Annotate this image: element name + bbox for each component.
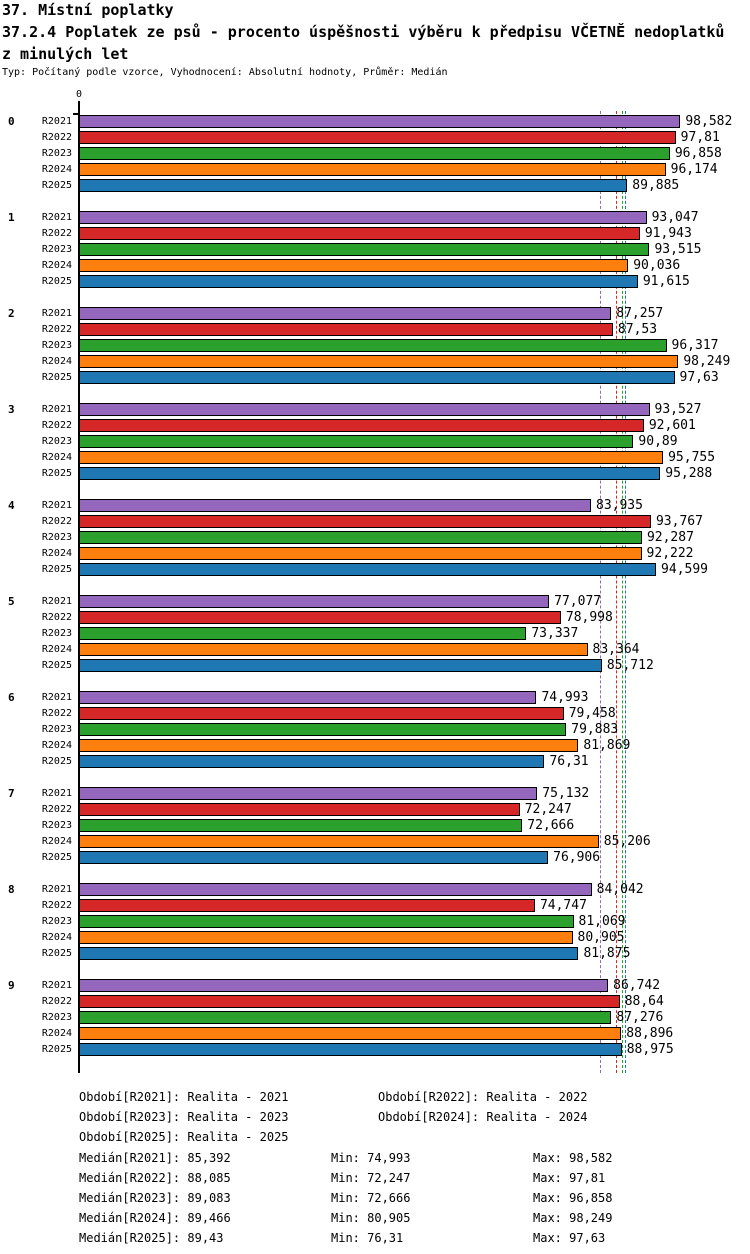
bar	[79, 707, 564, 720]
bar-row	[0, 243, 750, 259]
legend-min: Min: 72,247	[331, 1171, 411, 1185]
series-label: R2023	[41, 628, 72, 639]
bar-row	[0, 595, 750, 611]
bar-row	[0, 883, 750, 899]
bar	[79, 915, 574, 928]
bar-value-label: 89,885	[632, 178, 680, 193]
bar-row	[0, 931, 750, 947]
bar-value-label: 90,036	[633, 258, 681, 273]
bar-group-3	[0, 403, 750, 483]
bar-row	[0, 227, 750, 243]
series-label: R2021	[41, 116, 72, 127]
bar-row	[0, 995, 750, 1011]
bar	[79, 243, 649, 256]
bar-value-label: 72,666	[527, 818, 575, 833]
bar-value-label: 75,132	[542, 786, 590, 801]
bar-group-1	[0, 211, 750, 291]
series-label: R2023	[41, 724, 72, 735]
bar-group-2	[0, 307, 750, 387]
series-label: R2025	[41, 468, 72, 479]
series-label: R2025	[41, 276, 72, 287]
series-label: R2025	[41, 564, 72, 575]
bar-row	[0, 851, 750, 867]
bar	[79, 307, 611, 320]
bar	[79, 1027, 621, 1040]
series-label: R2025	[41, 660, 72, 671]
series-label: R2021	[41, 596, 72, 607]
bar-row	[0, 339, 750, 355]
bar-row	[0, 531, 750, 547]
bar-value-label: 79,883	[571, 722, 619, 737]
bar-value-label: 74,993	[541, 690, 589, 705]
bar-row	[0, 899, 750, 915]
legend-max: Max: 98,249	[533, 1211, 613, 1225]
series-label: R2024	[41, 164, 72, 175]
chart-groups	[0, 115, 750, 1075]
bar-row	[0, 499, 750, 515]
series-label: R2023	[41, 916, 72, 927]
bar-value-label: 86,742	[613, 978, 661, 993]
bar-value-label: 91,615	[642, 274, 690, 289]
bar-row	[0, 275, 750, 291]
bar-value-label: 88,975	[626, 1042, 674, 1057]
legend-median: Medián[R2022]: 88,085	[79, 1171, 231, 1185]
bar-group-6	[0, 691, 750, 771]
bar	[79, 691, 536, 704]
bar-group-9	[0, 979, 750, 1059]
series-label: R2022	[41, 804, 72, 815]
series-label: R2024	[41, 836, 72, 847]
x-axis-zero-label: 0	[75, 89, 83, 100]
series-label: R2024	[41, 260, 72, 271]
bar-value-label: 97,81	[680, 130, 720, 145]
series-label: R2022	[41, 612, 72, 623]
bar	[79, 275, 638, 288]
bar-row	[0, 147, 750, 163]
bar-row	[0, 403, 750, 419]
bar-value-label: 76,31	[549, 754, 589, 769]
bar	[79, 499, 591, 512]
bar-value-label: 91,943	[644, 226, 692, 241]
series-label: R2021	[41, 788, 72, 799]
bar-group-4	[0, 499, 750, 579]
group-label: 4	[8, 499, 15, 512]
bar	[79, 163, 666, 176]
legend-period-item: Období[R2025]: Realita - 2025	[79, 1130, 289, 1144]
group-label: 7	[8, 787, 15, 800]
bar	[79, 947, 578, 960]
group-label: 0	[8, 115, 15, 128]
bar-value-label: 93,515	[654, 242, 702, 257]
bar	[79, 835, 599, 848]
bar-value-label: 98,249	[683, 354, 731, 369]
bar	[79, 403, 650, 416]
bar-row	[0, 691, 750, 707]
bar-group-5	[0, 595, 750, 675]
series-label: R2022	[41, 228, 72, 239]
bar	[79, 883, 592, 896]
bar	[79, 611, 561, 624]
bar	[79, 1011, 611, 1024]
bar-value-label: 79,458	[568, 706, 616, 721]
bar-value-label: 73,337	[531, 626, 579, 641]
bar-row	[0, 819, 750, 835]
bar	[79, 323, 613, 336]
bar-row	[0, 451, 750, 467]
bar	[79, 979, 608, 992]
bar-value-label: 97,63	[679, 370, 719, 385]
report-title-line3: z minulých let	[2, 45, 129, 63]
bar	[79, 147, 670, 160]
bar-row	[0, 563, 750, 579]
series-label: R2021	[41, 404, 72, 415]
bar-group-7	[0, 787, 750, 867]
series-label: R2022	[41, 324, 72, 335]
series-label: R2021	[41, 212, 72, 223]
legend-median: Medián[R2025]: 89,43	[79, 1231, 224, 1245]
bar-row	[0, 355, 750, 371]
group-label: 2	[8, 307, 15, 320]
bar-value-label: 92,222	[646, 546, 694, 561]
bar-row	[0, 307, 750, 323]
bar-value-label: 88,896	[626, 1026, 674, 1041]
bar	[79, 259, 628, 272]
legend-max: Max: 97,63	[533, 1231, 606, 1245]
series-label: R2025	[41, 852, 72, 863]
series-label: R2024	[41, 644, 72, 655]
bar-row	[0, 259, 750, 275]
bar	[79, 739, 578, 752]
bar-value-label: 78,998	[565, 610, 613, 625]
series-label: R2024	[41, 740, 72, 751]
bar-row	[0, 1027, 750, 1043]
bar-row	[0, 163, 750, 179]
bar	[79, 851, 548, 864]
bar	[79, 803, 520, 816]
bar-value-label: 83,364	[592, 642, 640, 657]
bar-group-0	[0, 115, 750, 195]
bar-row	[0, 739, 750, 755]
series-label: R2022	[41, 420, 72, 431]
legend-period-item: Období[R2022]: Realita - 2022	[378, 1090, 588, 1104]
legend-min: Min: 80,905	[331, 1211, 411, 1225]
bar	[79, 755, 544, 768]
legend-max: Max: 96,858	[533, 1191, 613, 1205]
bar-value-label: 87,276	[616, 1010, 664, 1025]
bar-value-label: 92,287	[646, 530, 694, 545]
bar-value-label: 96,174	[670, 162, 718, 177]
bar	[79, 179, 627, 192]
bar	[79, 899, 535, 912]
series-label: R2025	[41, 1044, 72, 1055]
bar	[79, 659, 602, 672]
series-label: R2022	[41, 516, 72, 527]
bar-row	[0, 915, 750, 931]
bar	[79, 339, 667, 352]
bar-value-label: 85,712	[606, 658, 654, 673]
series-label: R2021	[41, 308, 72, 319]
bar-value-label: 81,875	[583, 946, 631, 961]
legend-period-item: Období[R2023]: Realita - 2023	[79, 1110, 289, 1124]
bar-value-label: 92,601	[648, 418, 696, 433]
series-label: R2025	[41, 948, 72, 959]
series-label: R2023	[41, 532, 72, 543]
bar	[79, 531, 642, 544]
series-label: R2022	[41, 132, 72, 143]
legend-median: Medián[R2024]: 89,466	[79, 1211, 231, 1225]
bar	[79, 467, 660, 480]
bar-row	[0, 323, 750, 339]
bar-row	[0, 611, 750, 627]
bar-value-label: 74,747	[539, 898, 587, 913]
legend-min: Min: 72,666	[331, 1191, 411, 1205]
bar-row	[0, 723, 750, 739]
bar-value-label: 76,906	[553, 850, 601, 865]
series-label: R2021	[41, 884, 72, 895]
series-label: R2023	[41, 148, 72, 159]
bar-row	[0, 547, 750, 563]
group-label: 9	[8, 979, 15, 992]
bar-value-label: 95,755	[668, 450, 716, 465]
bar-value-label: 90,89	[638, 434, 678, 449]
bar	[79, 595, 549, 608]
bar-row	[0, 211, 750, 227]
bar-value-label: 87,257	[616, 306, 664, 321]
series-label: R2024	[41, 932, 72, 943]
bar	[79, 115, 680, 128]
bar-row	[0, 787, 750, 803]
report-title-line1: 37. Místní poplatky	[2, 1, 174, 19]
bar	[79, 435, 633, 448]
bar-value-label: 80,905	[577, 930, 625, 945]
bar-row	[0, 115, 750, 131]
bar-value-label: 93,527	[654, 402, 702, 417]
legend-max: Max: 98,582	[533, 1151, 613, 1165]
legend-period-item: Období[R2024]: Realita - 2024	[378, 1110, 588, 1124]
legend-median: Medián[R2021]: 85,392	[79, 1151, 231, 1165]
bar-value-label: 81,869	[583, 738, 631, 753]
legend-period-item: Období[R2021]: Realita - 2021	[79, 1090, 289, 1104]
bar	[79, 547, 642, 560]
series-label: R2021	[41, 500, 72, 511]
bar	[79, 643, 588, 656]
bar-value-label: 77,077	[554, 594, 602, 609]
legend-median: Medián[R2023]: 89,083	[79, 1191, 231, 1205]
bar	[79, 419, 644, 432]
report-title-line2: 37.2.4 Poplatek ze psů - procento úspěšnosti výběru k předpisu VČETNĚ nedoplatků	[2, 23, 725, 41]
group-label: 5	[8, 595, 15, 608]
bar-row	[0, 707, 750, 723]
series-label: R2023	[41, 1012, 72, 1023]
bar-row	[0, 515, 750, 531]
bar	[79, 371, 675, 384]
bar	[79, 563, 656, 576]
bar-row	[0, 467, 750, 483]
bar-value-label: 81,069	[578, 914, 626, 929]
bar-group-8	[0, 883, 750, 963]
bar	[79, 355, 678, 368]
bar-row	[0, 947, 750, 963]
bar-row	[0, 419, 750, 435]
series-label: R2023	[41, 340, 72, 351]
series-label: R2023	[41, 820, 72, 831]
bar	[79, 819, 522, 832]
bar-row	[0, 179, 750, 195]
bar-row	[0, 627, 750, 643]
series-label: R2023	[41, 244, 72, 255]
bar	[79, 627, 526, 640]
series-label: R2022	[41, 900, 72, 911]
bar-value-label: 93,047	[651, 210, 699, 225]
series-label: R2024	[41, 356, 72, 367]
bar-value-label: 87,53	[617, 322, 658, 337]
bar-value-label: 84,042	[596, 882, 644, 897]
bar	[79, 515, 651, 528]
legend-max: Max: 97,81	[533, 1171, 606, 1185]
bar	[79, 1043, 622, 1056]
group-label: 1	[8, 211, 15, 224]
series-label: R2021	[41, 980, 72, 991]
bar-row	[0, 131, 750, 147]
bar-value-label: 72,247	[524, 802, 572, 817]
bar-row	[0, 643, 750, 659]
bar-row	[0, 803, 750, 819]
series-label: R2023	[41, 436, 72, 447]
series-label: R2022	[41, 996, 72, 1007]
bar-value-label: 98,582	[685, 114, 733, 129]
series-label: R2024	[41, 1028, 72, 1039]
series-label: R2025	[41, 372, 72, 383]
bar-row	[0, 435, 750, 451]
bar	[79, 227, 640, 240]
series-label: R2025	[41, 756, 72, 767]
report-subtitle: Typ: Počítaný podle vzorce, Vyhodnocení: Absolutní hodnoty, Průměr: Medián	[2, 67, 448, 78]
bar-row	[0, 371, 750, 387]
series-label: R2021	[41, 692, 72, 703]
bar-value-label: 96,858	[674, 146, 722, 161]
bar-value-label: 95,288	[665, 466, 713, 481]
legend-min: Min: 74,993	[331, 1151, 411, 1165]
bar	[79, 723, 566, 736]
series-label: R2025	[41, 180, 72, 191]
group-label: 3	[8, 403, 15, 416]
bar-value-label: 83,935	[596, 498, 643, 513]
bar	[79, 131, 676, 144]
bar-row	[0, 755, 750, 771]
bar-row	[0, 1043, 750, 1059]
bar-value-label: 93,767	[655, 514, 703, 529]
bar	[79, 211, 647, 224]
bar	[79, 787, 537, 800]
bar	[79, 451, 663, 464]
series-label: R2024	[41, 548, 72, 559]
legend-min: Min: 76,31	[331, 1231, 404, 1245]
group-label: 6	[8, 691, 15, 704]
bar-value-label: 88,64	[624, 994, 664, 1009]
bar-value-label: 96,317	[671, 338, 719, 353]
bar-row	[0, 835, 750, 851]
bar-row	[0, 1011, 750, 1027]
series-label: R2024	[41, 452, 72, 463]
series-label: R2022	[41, 708, 72, 719]
bar	[79, 995, 620, 1008]
bar-row	[0, 979, 750, 995]
bar	[79, 931, 573, 944]
bar-value-label: 85,206	[603, 834, 651, 849]
group-label: 8	[8, 883, 15, 896]
bar-row	[0, 659, 750, 675]
bar-value-label: 94,599	[661, 562, 709, 577]
